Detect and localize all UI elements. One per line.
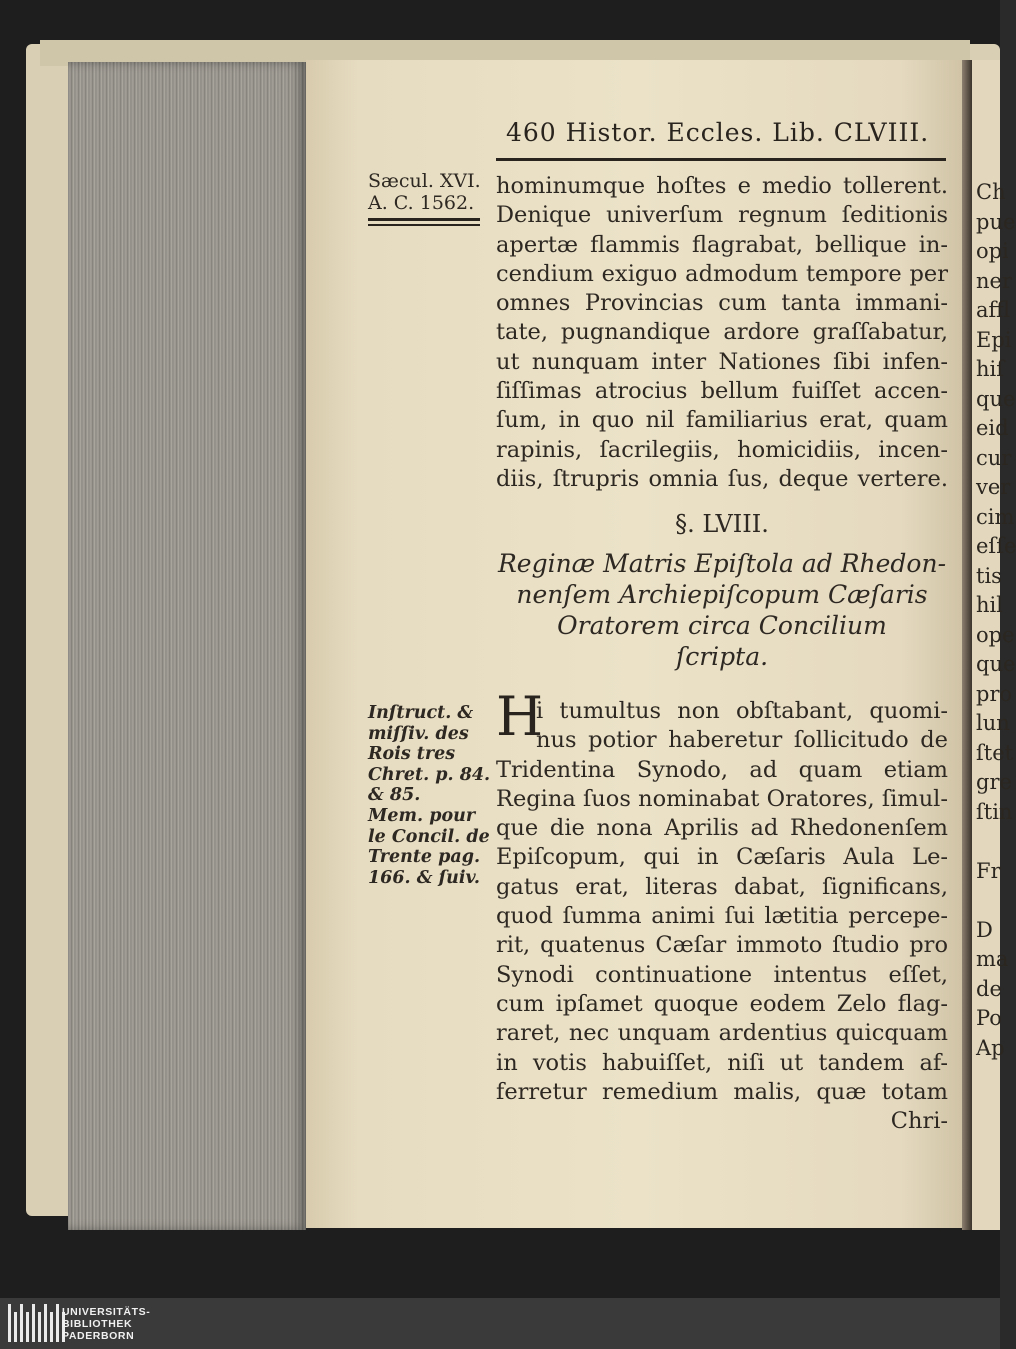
margin-rule-thin bbox=[368, 224, 480, 226]
next-page-fragment: Po bbox=[976, 1006, 1002, 1030]
next-page-fragment: Epi bbox=[976, 327, 1012, 352]
running-header: 460 Histor. Eccles. Lib. CLVIII. bbox=[506, 118, 930, 147]
next-page-fragment: hiſ bbox=[976, 357, 1005, 381]
text-line: rapinis, ſacrilegiis, homicidiis, incen- bbox=[496, 436, 948, 463]
next-page-fragment: pue bbox=[976, 209, 1016, 234]
next-page-fragment: ma bbox=[976, 947, 1009, 971]
paragraph-1 bbox=[496, 172, 948, 494]
next-page-fragment: affl bbox=[976, 298, 1011, 322]
text-line: hominumque hoſtes e medio tollerent. bbox=[496, 173, 948, 199]
margin-century: Sæcul. XVI. bbox=[368, 170, 481, 192]
library-footer bbox=[0, 1298, 1000, 1349]
section-title: Reginæ Matris Epiſtola ad Rhedon- nenſem Archiepiſcopum Cæſaris Oratorem circa Concilium ſcripta. bbox=[497, 549, 947, 671]
margin-note: Inſtruct. & miſſiv. des Rois tres Chret. p. 84. & 85. Mem. pour le Concil. de Trente pag. 166. & ſuiv. bbox=[368, 703, 491, 888]
text-line: in votis habuiſſet, niſi ut tandem af- bbox=[496, 1049, 948, 1076]
text-line: apertæ flammis flagrabat, bellique in- bbox=[496, 231, 948, 258]
text-line: omnes Provincias cum tanta immani- bbox=[496, 290, 948, 317]
text-line: i tumultus non obſtabant, quomi- bbox=[536, 698, 948, 724]
library-logo-icon bbox=[8, 1304, 65, 1342]
next-page-fragment: cur bbox=[976, 445, 1012, 470]
section-number: §. LVIII. bbox=[675, 510, 769, 538]
next-page-fragment: Fr bbox=[976, 858, 1001, 883]
next-page-fragment: hil bbox=[976, 593, 1003, 617]
next-page-fragment: ope bbox=[976, 622, 1015, 647]
text-line: cendium exiguo admodum tempore per bbox=[496, 260, 948, 287]
next-page-fragment: D bbox=[976, 917, 993, 942]
drop-cap: H bbox=[496, 685, 544, 748]
text-line: nus potior haberetur ſollicitudo de bbox=[536, 727, 948, 754]
next-page-fragment: Ch bbox=[976, 180, 1006, 204]
catchword: Chri- bbox=[890, 1108, 948, 1135]
next-page-fragment: ver bbox=[976, 475, 1011, 499]
header-rule bbox=[496, 158, 946, 161]
next-page-fragment: de bbox=[976, 976, 1002, 1001]
text-line: Denique univerſum regnum ſeditionis bbox=[496, 202, 948, 229]
text-line: Regina ſuos nominabat Oratores, ſimul- bbox=[496, 785, 948, 812]
text-line: diis, ſtrupris omnia ſus, deque vertere. bbox=[496, 465, 948, 492]
next-page-fragment: lun bbox=[976, 711, 1010, 735]
next-page-fragment: gre bbox=[976, 770, 1012, 794]
next-page-fragment: que bbox=[976, 652, 1016, 676]
next-page-fragment: cim bbox=[976, 504, 1015, 529]
text-line: Epiſcopum, qui in Cæſaris Aula Le- bbox=[496, 844, 948, 871]
next-page-fragment: eid bbox=[976, 416, 1009, 440]
margin-date bbox=[368, 170, 481, 226]
text-line: Tridentina Synodo, ad quam etiam bbox=[496, 756, 948, 783]
text-line: que die nona Aprilis ad Rhedonenſem bbox=[496, 815, 948, 842]
margin-year: A. C. 1562. bbox=[368, 192, 475, 214]
text-line: ut nunquam inter Nationes ſibi infen- bbox=[496, 348, 948, 375]
next-page-strip bbox=[972, 60, 1016, 1230]
text-line: tate, pugnandique ardore graſſabatur, bbox=[496, 319, 948, 346]
next-page-fragment: eſſe bbox=[976, 534, 1016, 558]
next-page-fragment: ner bbox=[976, 268, 1012, 293]
book-gutter bbox=[962, 60, 972, 1230]
next-page-fragment: que bbox=[976, 386, 1016, 411]
text-line: rit, quatenus Cæſar immoto ſtudio pro bbox=[496, 932, 948, 959]
text-line: ferretur remedium malis, quæ totam bbox=[496, 1078, 948, 1105]
text-line: Synodi continuatione intentus eſſet, bbox=[496, 961, 948, 988]
paragraph-2 bbox=[496, 697, 948, 1136]
next-page-fragment: ſtin bbox=[976, 799, 1013, 824]
page-edges bbox=[68, 62, 306, 1230]
next-page-fragment: Ap bbox=[976, 1035, 1005, 1060]
text-line: raret, nec unquam ardentius quicquam bbox=[496, 1020, 948, 1047]
text-line: ſiſſimas atrocius bellum fuiſſet accen- bbox=[496, 378, 948, 405]
library-name: UNIVERSITÄTS- BIBLIOTHEK PADERBORN bbox=[62, 1306, 151, 1342]
margin-rule bbox=[368, 218, 480, 221]
text-line: ſum, in quo nil familiarius erat, quam bbox=[496, 407, 948, 434]
next-page-fragment: pro bbox=[976, 681, 1013, 706]
next-page-fragment: tis bbox=[976, 563, 1002, 588]
next-page-fragment: opi bbox=[976, 239, 1009, 263]
next-page-fragment: ſtet bbox=[976, 740, 1014, 765]
text-line: cum ipſamet quoque eodem Zelo flag- bbox=[496, 990, 948, 1017]
text-line: gatus erat, literas dabat, ſignificans, bbox=[496, 873, 948, 900]
text-line: quod ſumma animi ſui lætitia percepe- bbox=[496, 903, 948, 930]
